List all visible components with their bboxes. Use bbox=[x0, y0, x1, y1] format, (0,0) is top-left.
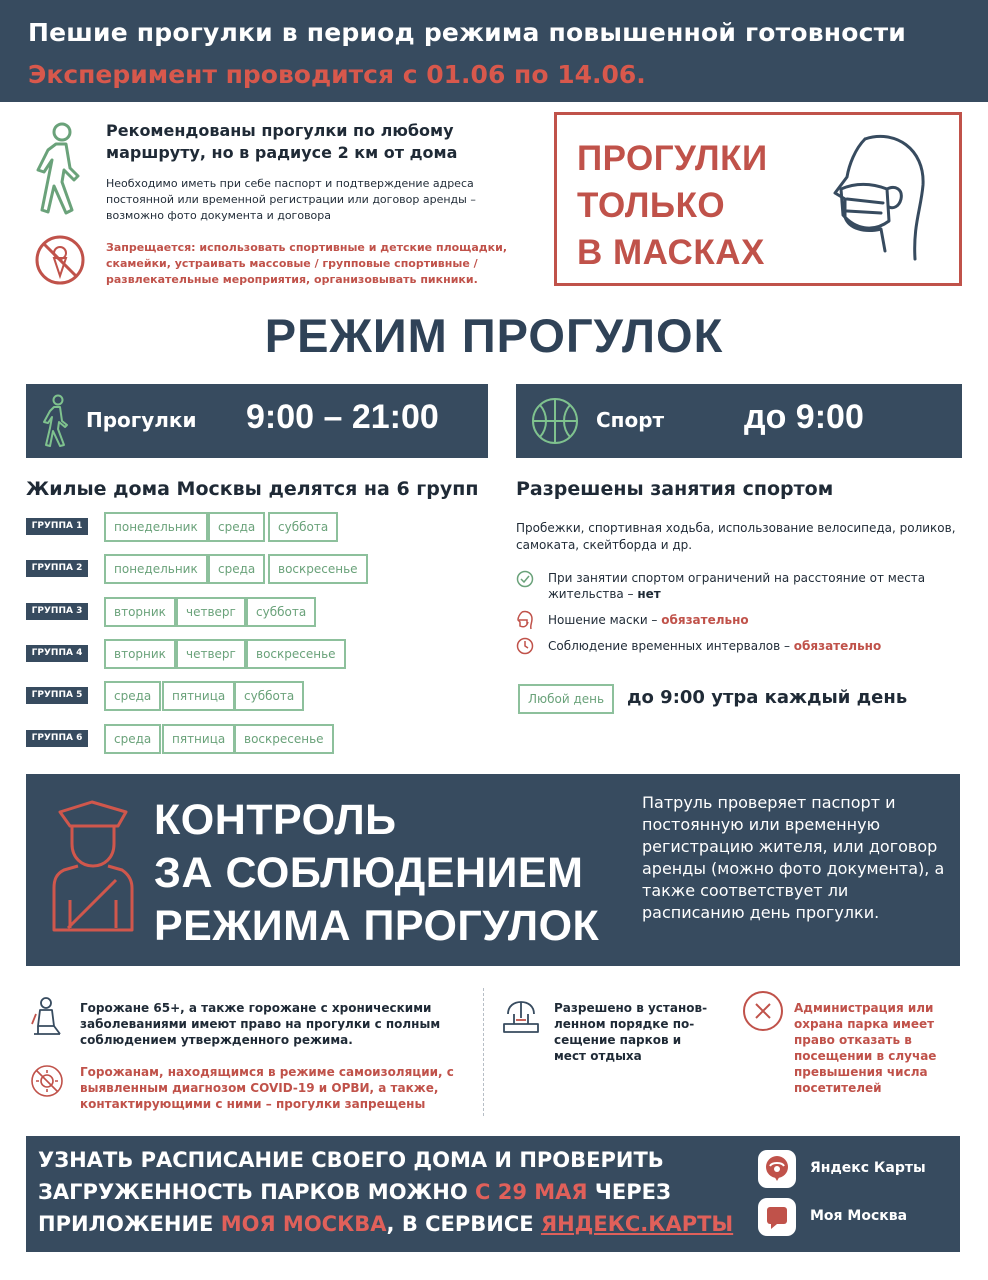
patrol-officer-icon bbox=[52, 800, 134, 932]
rule-intervals-value: обязательно bbox=[793, 639, 882, 653]
virus-icon bbox=[30, 1064, 64, 1098]
walks-time: 9:00 – 21:00 bbox=[246, 398, 439, 436]
day-chip: четверг bbox=[176, 639, 246, 669]
walks-time-bar bbox=[26, 384, 488, 458]
page-title: Пешие прогулки в период режима повышенной готовности bbox=[28, 18, 907, 47]
rule-distance-value: нет bbox=[637, 587, 661, 601]
footer-line-2-c: ЧЕРЕЗ bbox=[587, 1180, 671, 1204]
parks-info: Разрешено в установ-ленном порядке по-сещение парков и мест отдыха bbox=[554, 1001, 708, 1063]
day-chip: четверг bbox=[176, 597, 246, 627]
day-chip: воскресенье bbox=[234, 724, 334, 754]
group-tag: ГРУППА 1 bbox=[26, 518, 88, 535]
footer-line-3-c: , В СЕРВИСЕ bbox=[386, 1212, 541, 1236]
basketball-icon bbox=[530, 396, 580, 446]
header-bar bbox=[0, 0, 988, 102]
rule-intervals-text: Соблюдение временных интервалов – bbox=[548, 639, 794, 653]
day-chip: среда bbox=[104, 724, 161, 754]
clock-icon bbox=[516, 637, 534, 655]
groups-title: Жилые дома Москвы делятся на 6 групп bbox=[26, 478, 479, 500]
park-fountain-icon bbox=[500, 996, 542, 1036]
elderly-info: Горожане 65+, а также горожане с хроническими заболеваниями имеют право на прогулки с полным соблюдением утвержденного режима. bbox=[80, 1001, 441, 1047]
elderly-person-icon bbox=[30, 996, 64, 1036]
rule-mask bbox=[548, 612, 958, 628]
moya-moskva-link[interactable]: МОЯ МОСКВА bbox=[220, 1212, 387, 1236]
sport-time: до 9:00 bbox=[744, 398, 864, 436]
day-chip: суббота bbox=[234, 681, 304, 711]
footer-date: С 29 МАЯ bbox=[475, 1180, 588, 1204]
mask-face-icon bbox=[516, 610, 534, 630]
divider bbox=[483, 988, 484, 1116]
mask-line-1: ПРОГУЛКИ bbox=[577, 139, 768, 178]
walks-label: Прогулки bbox=[86, 408, 197, 432]
day-chip: среда bbox=[208, 512, 265, 542]
day-chip: понедельник bbox=[104, 512, 208, 542]
control-text: Патруль проверяет паспорт и постоянную или временную регистрацию жителя, или договор аренды (можно фото документа), а также соответствует ли расписанию день прогулки. bbox=[642, 793, 945, 922]
day-chip: суббота bbox=[268, 512, 338, 542]
recommendation-text: Необходимо иметь при себе паспорт и подтверждение адреса постоянной или временной регистрации или договор аренды – возможно фото документа и договора bbox=[106, 177, 476, 222]
isolation-info: Горожанам, находящимся в режиме самоизоляции, с выявленным диагнозом COVID-19 и ОРВИ, а также, контактирующими с ними – прогулки запрещены bbox=[80, 1065, 454, 1111]
sport-rules-desc: Пробежки, спортивная ходьба, использование велосипеда, роликов, самоката, скейтборда и др. bbox=[516, 521, 956, 552]
ban-text: Запрещается: использовать спортивные и детские площадки, скамейки, устраивать массовые / групповые спортивные / развлекательные мероприятия, организовывать пикники. bbox=[106, 241, 508, 286]
mask-banner-title bbox=[577, 135, 817, 276]
rule-distance bbox=[548, 570, 958, 602]
footer-line-1: УЗНАТЬ РАСПИСАНИЕ СВОЕГО ДОМА И ПРОВЕРИТЬ bbox=[38, 1148, 664, 1172]
day-chip: пятница bbox=[162, 724, 235, 754]
group-tag: ГРУППА 3 bbox=[26, 603, 88, 620]
control-title-line-1: КОНТРОЛЬ bbox=[154, 796, 397, 844]
sport-time-bar bbox=[516, 384, 962, 458]
any-day-text: до 9:00 утра каждый день bbox=[627, 687, 908, 708]
page-subtitle: Эксперимент проводится с 01.06 по 14.06. bbox=[28, 60, 646, 89]
mask-banner bbox=[554, 112, 962, 286]
control-title bbox=[154, 794, 634, 953]
group-tag: ГРУППА 6 bbox=[26, 730, 88, 747]
footer-line-3-a: ПРИЛОЖЕНИЕ bbox=[38, 1212, 221, 1236]
walking-person-icon bbox=[42, 394, 72, 448]
moya-moskva-app-label[interactable]: Моя Москва bbox=[810, 1208, 908, 1224]
admin-info: Администрация или охрана парка имеет право отказать в посещении в случае превышения числа посетителей bbox=[794, 1001, 937, 1095]
day-chip: среда bbox=[104, 681, 161, 711]
day-chip: пятница bbox=[162, 681, 235, 711]
day-chip: вторник bbox=[104, 639, 176, 669]
regime-title: РЕЖИМ ПРОГУЛОК bbox=[264, 309, 724, 362]
check-circle-icon bbox=[516, 570, 534, 588]
footer-line-2 bbox=[38, 1176, 738, 1208]
recommendation-heading: Рекомендованы прогулки по любому маршруту, но в радиусе 2 км от дома bbox=[106, 121, 458, 162]
close-circle-icon bbox=[742, 990, 784, 1032]
group-tag: ГРУППА 2 bbox=[26, 560, 88, 577]
group-tag: ГРУППА 4 bbox=[26, 645, 88, 662]
any-day-chip: Любой день bbox=[518, 684, 614, 714]
footer-line-2-a: ЗАГРУЖЕННОСТЬ ПАРКОВ МОЖНО bbox=[38, 1180, 475, 1204]
footer-banner bbox=[26, 1136, 960, 1252]
day-chip: среда bbox=[208, 554, 265, 584]
yandex-maps-app-label[interactable]: Яндекс Карты bbox=[810, 1160, 926, 1176]
yandex-maps-app-icon[interactable] bbox=[758, 1150, 796, 1188]
face-mask-icon bbox=[825, 129, 935, 269]
sport-label: Спорт bbox=[596, 408, 665, 432]
yandex-maps-link[interactable]: ЯНДЕКС.КАРТЫ bbox=[540, 1212, 734, 1236]
day-chip: вторник bbox=[104, 597, 176, 627]
moya-moskva-app-icon[interactable] bbox=[758, 1198, 796, 1236]
walking-person-icon bbox=[34, 120, 86, 216]
rule-mask-text: Ношение маски – bbox=[548, 613, 662, 627]
day-chip: суббота bbox=[246, 597, 316, 627]
footer-line-3 bbox=[38, 1208, 738, 1240]
control-title-line-2: ЗА СОБЛЮДЕНИЕМ bbox=[154, 849, 584, 897]
day-chip: воскресенье bbox=[268, 554, 368, 584]
mask-line-3: В МАСКАХ bbox=[577, 233, 765, 272]
rule-intervals bbox=[548, 638, 958, 654]
no-ice-cream-icon bbox=[34, 234, 86, 286]
day-chip: понедельник bbox=[104, 554, 208, 584]
control-banner bbox=[26, 774, 960, 966]
rule-mask-value: обязательно bbox=[661, 613, 749, 627]
mask-line-2: ТОЛЬКО bbox=[577, 186, 726, 225]
group-tag: ГРУППА 5 bbox=[26, 687, 88, 704]
sport-rules-title: Разрешены занятия спортом bbox=[516, 478, 834, 500]
rule-distance-text: При занятии спортом ограничений на расстояние от места жительства – bbox=[548, 571, 926, 601]
control-title-line-3: РЕЖИМА ПРОГУЛОК bbox=[154, 902, 600, 950]
day-chip: воскресенье bbox=[246, 639, 346, 669]
footer-text bbox=[38, 1144, 738, 1240]
